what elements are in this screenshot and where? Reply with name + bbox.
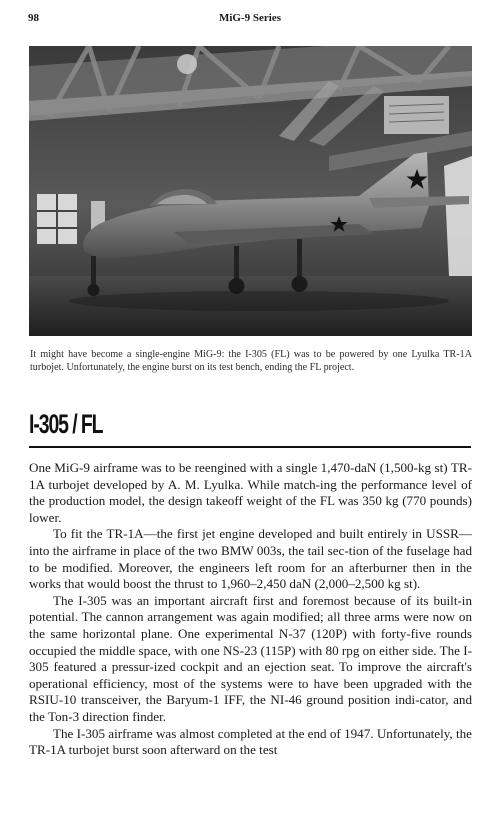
section-divider	[29, 446, 471, 448]
body-text	[29, 460, 472, 759]
aircraft-photo	[29, 46, 472, 336]
body-paragraph: To fit the TR-1A—the first jet engine developed and built entirely in USSR—into the airframe in place of the two BMW 003s, the tail sec-tion of the fuselage had to be modified. Moreover, the engineers left room for an afterburner then in the works that would boost the thrust to 1,960–2,450 daN (2,000–2,500 kg st).	[29, 526, 472, 592]
figure-caption: It might have become a single-engine MiG-9: the I-305 (FL) was to be powered by one Lyulka TR-1A turbojet. Unfortunately, the engine burst on its test bench, ending the FL project.	[30, 349, 472, 374]
body-paragraph: One MiG-9 airframe was to be reengined with a single 1,470-daN (1,500-kg st) TR-1A turbojet developed by A. M. Lyulka. While match-ing the performance level of the production model, the design takeoff weight of the FL was 350 kg (770 pounds) lower.	[29, 460, 472, 525]
section-title: I-305 / FL	[29, 409, 103, 439]
body-paragraph: The I-305 was an important aircraft first and foremost because of its built-in potential. The cannon arrangement was again modified; all three arms were now on the same horizontal plane. One experimental N-37 (120P) with forty-five rounds occupied the middle space, with one NS-23 (115P) with 80 rpg on either side. The I-305 featured a pressur-ized cockpit and an ejection seat. To improve the aircraft's operational efficiency, most of the systems were to have been upgraded with the RSIU-10 transceiver, the Baryum-1 IFF, the NI-46 ground position indi-cator, and the Ton-3 direction finder.	[29, 592, 472, 724]
running-title: MiG-9 Series	[218, 12, 281, 24]
page-number: 98	[28, 12, 39, 24]
body-paragraph: The I-305 airframe was almost completed at the end of 1947. Unfortunately, the TR-1A turbojet burst soon afterward on the test	[29, 725, 472, 758]
page-header	[28, 12, 472, 28]
